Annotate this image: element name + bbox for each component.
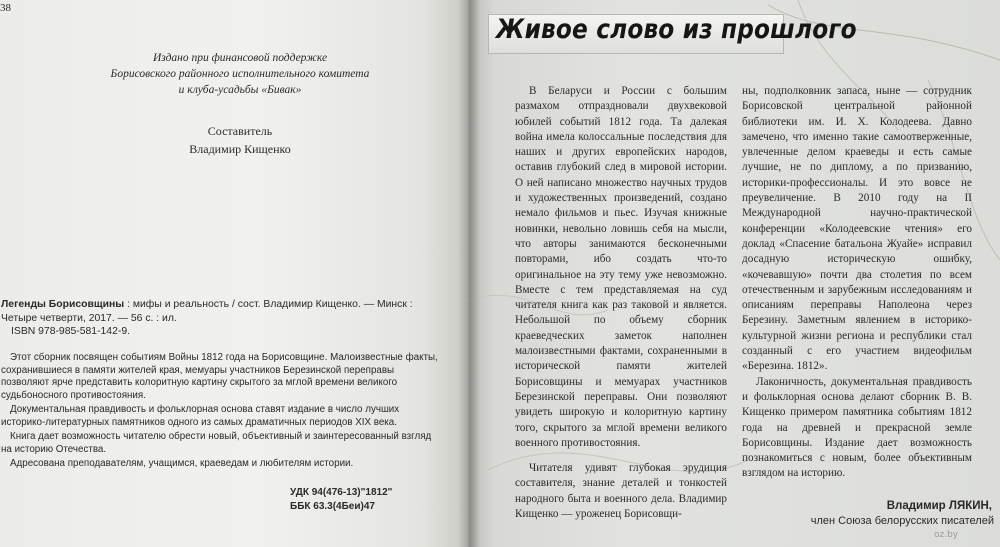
book-title: Легенды Борисовщины <box>1 299 125 310</box>
sponsor-note <box>40 50 440 98</box>
annotation-paragraph: Этот сборник посвящен событиям Войны 1812 года на Борисовщине. Малоизвестные факты, сохранившиеся в памяти жителей края, мемуары участников Березинской переправы позволяют ярче представить колоритную картину скрытого за мглой времени великого судьбоносного противостояния. <box>1 352 438 401</box>
biblio-line-1-rest: : мифы и реальность / сост. Владимир Кищенко. — Минск : <box>124 299 413 310</box>
text-column-1 <box>515 84 727 522</box>
book-gutter <box>458 0 480 547</box>
column-paragraph: ны, подполковник запаса, ныне — сотрудник Борисовской центральной районной библиотеки им. И. Х. Колодеева. Давно замечено, что именно такие самоотверженные, увлеченные делом краеведы и есть самые лучшие, не по диплому, а по призванию, историки-профессионалы. И это вовсе не преувеличение. В 2010 году на II Международной научно-практической конференции «Колодеевские чтения» его доклад «Спасение батальона Жуайе» исправил досадную историческую ошибку, «кочевавшую» почти два столетия по всем отечественным и зарубежным исследованиям и описаниям переправы Наполеона через Березину. Заметным явлением в историко-культурной жизни региона и республики стал созданный с его участием видеофильм «Березина. 1812». <box>742 85 972 373</box>
annotation-paragraph: Книга дает возможность читателю обрести новый, объективный и заинтересованный взгляд на историю Отечества. <box>1 431 432 455</box>
sponsor-line: и клуба-усадьбы «Бивак» <box>178 84 302 96</box>
author-role: член Союза белорусских писателей <box>810 515 994 527</box>
isbn: ISBN 978-985-581-142-9. <box>11 326 130 337</box>
bbk-code: ББК 63.3(4Беи)47 <box>290 501 375 512</box>
page-title: Живое слово из прошлого <box>496 14 857 45</box>
compiler-block <box>40 122 440 158</box>
annotation-paragraph: Адресована преподавателям, учащимся, краеведам и любителям истории. <box>10 458 354 469</box>
watermark: oz.by <box>934 530 959 540</box>
udk-code: УДК 94(476-13)"1812" <box>290 487 393 498</box>
author-signature: Владимир ЛЯКИН, <box>886 500 992 512</box>
sponsor-line: Борисовского районного исполнительного комитета <box>110 68 370 80</box>
bibliographic-record <box>1 298 443 339</box>
column-paragraph: Читателя удивят глубокая эрудиция составителя, знание деталей и тонкостей народного быта и военного дела. Владимир Кищенко — уроженец Борисовщи- <box>515 462 727 521</box>
column-paragraph: Лаконичность, документальная правдивость и фольклорная основа делают сборник В. В. Кищенко примером памятника событиям 1812 года на древней и прекрасной земле Борисовщины. Издание дает возможность познакомиться с новым, более объективным взглядом на историю. <box>742 375 972 480</box>
annotation-paragraph: Документальная правдивость и фольклорная основа ставят издание в число лучших историко-литературных памятников одного из самых драматичных периодов XIX века. <box>1 404 400 428</box>
column-paragraph: В Беларуси и России с большим размахом отпраздновали двухвековой юбилей событий 1812 года. Та далекая война имела колоссальные последствия для наших и других европейских народов, оставив глубокий след в мировой истории. О ней написано множество научных трудов и художественных произведений, создано немало фильмов и пьес. Изучая книжные новинки, невольно ловишь себя на мысли, что авторы занимаются бесконечными повторами, ибо создать что-то оригинальное на эту тему уже невозможно. Вместе с тем представляемая на суд читателя книга как раз таковой и является. Небольшой по объему сборник краеведческих заметок наполнен малоизвестными фактами, сохраненными в исторической памяти жителей Борисовщины и мемуарах участников Березинской переправы. Они позволяют увидеть широкую и колоритную картину того, скрытого за мглой времени великого военного противостояния. <box>515 85 727 449</box>
left-page <box>0 0 468 547</box>
compiler-name: Владимир Кищенко <box>189 142 291 156</box>
classification-codes <box>290 486 392 514</box>
page-number: 38 <box>0 2 11 14</box>
compiler-label: Составитель <box>207 124 273 138</box>
sponsor-line: Издано при финансовой поддержке <box>152 52 328 64</box>
text-column-2 <box>742 84 972 482</box>
biblio-line-1 <box>1 298 443 312</box>
biblio-line-2: Четыре четверти, 2017. — 56 с. : ил. <box>1 312 177 324</box>
annotation <box>1 352 441 473</box>
